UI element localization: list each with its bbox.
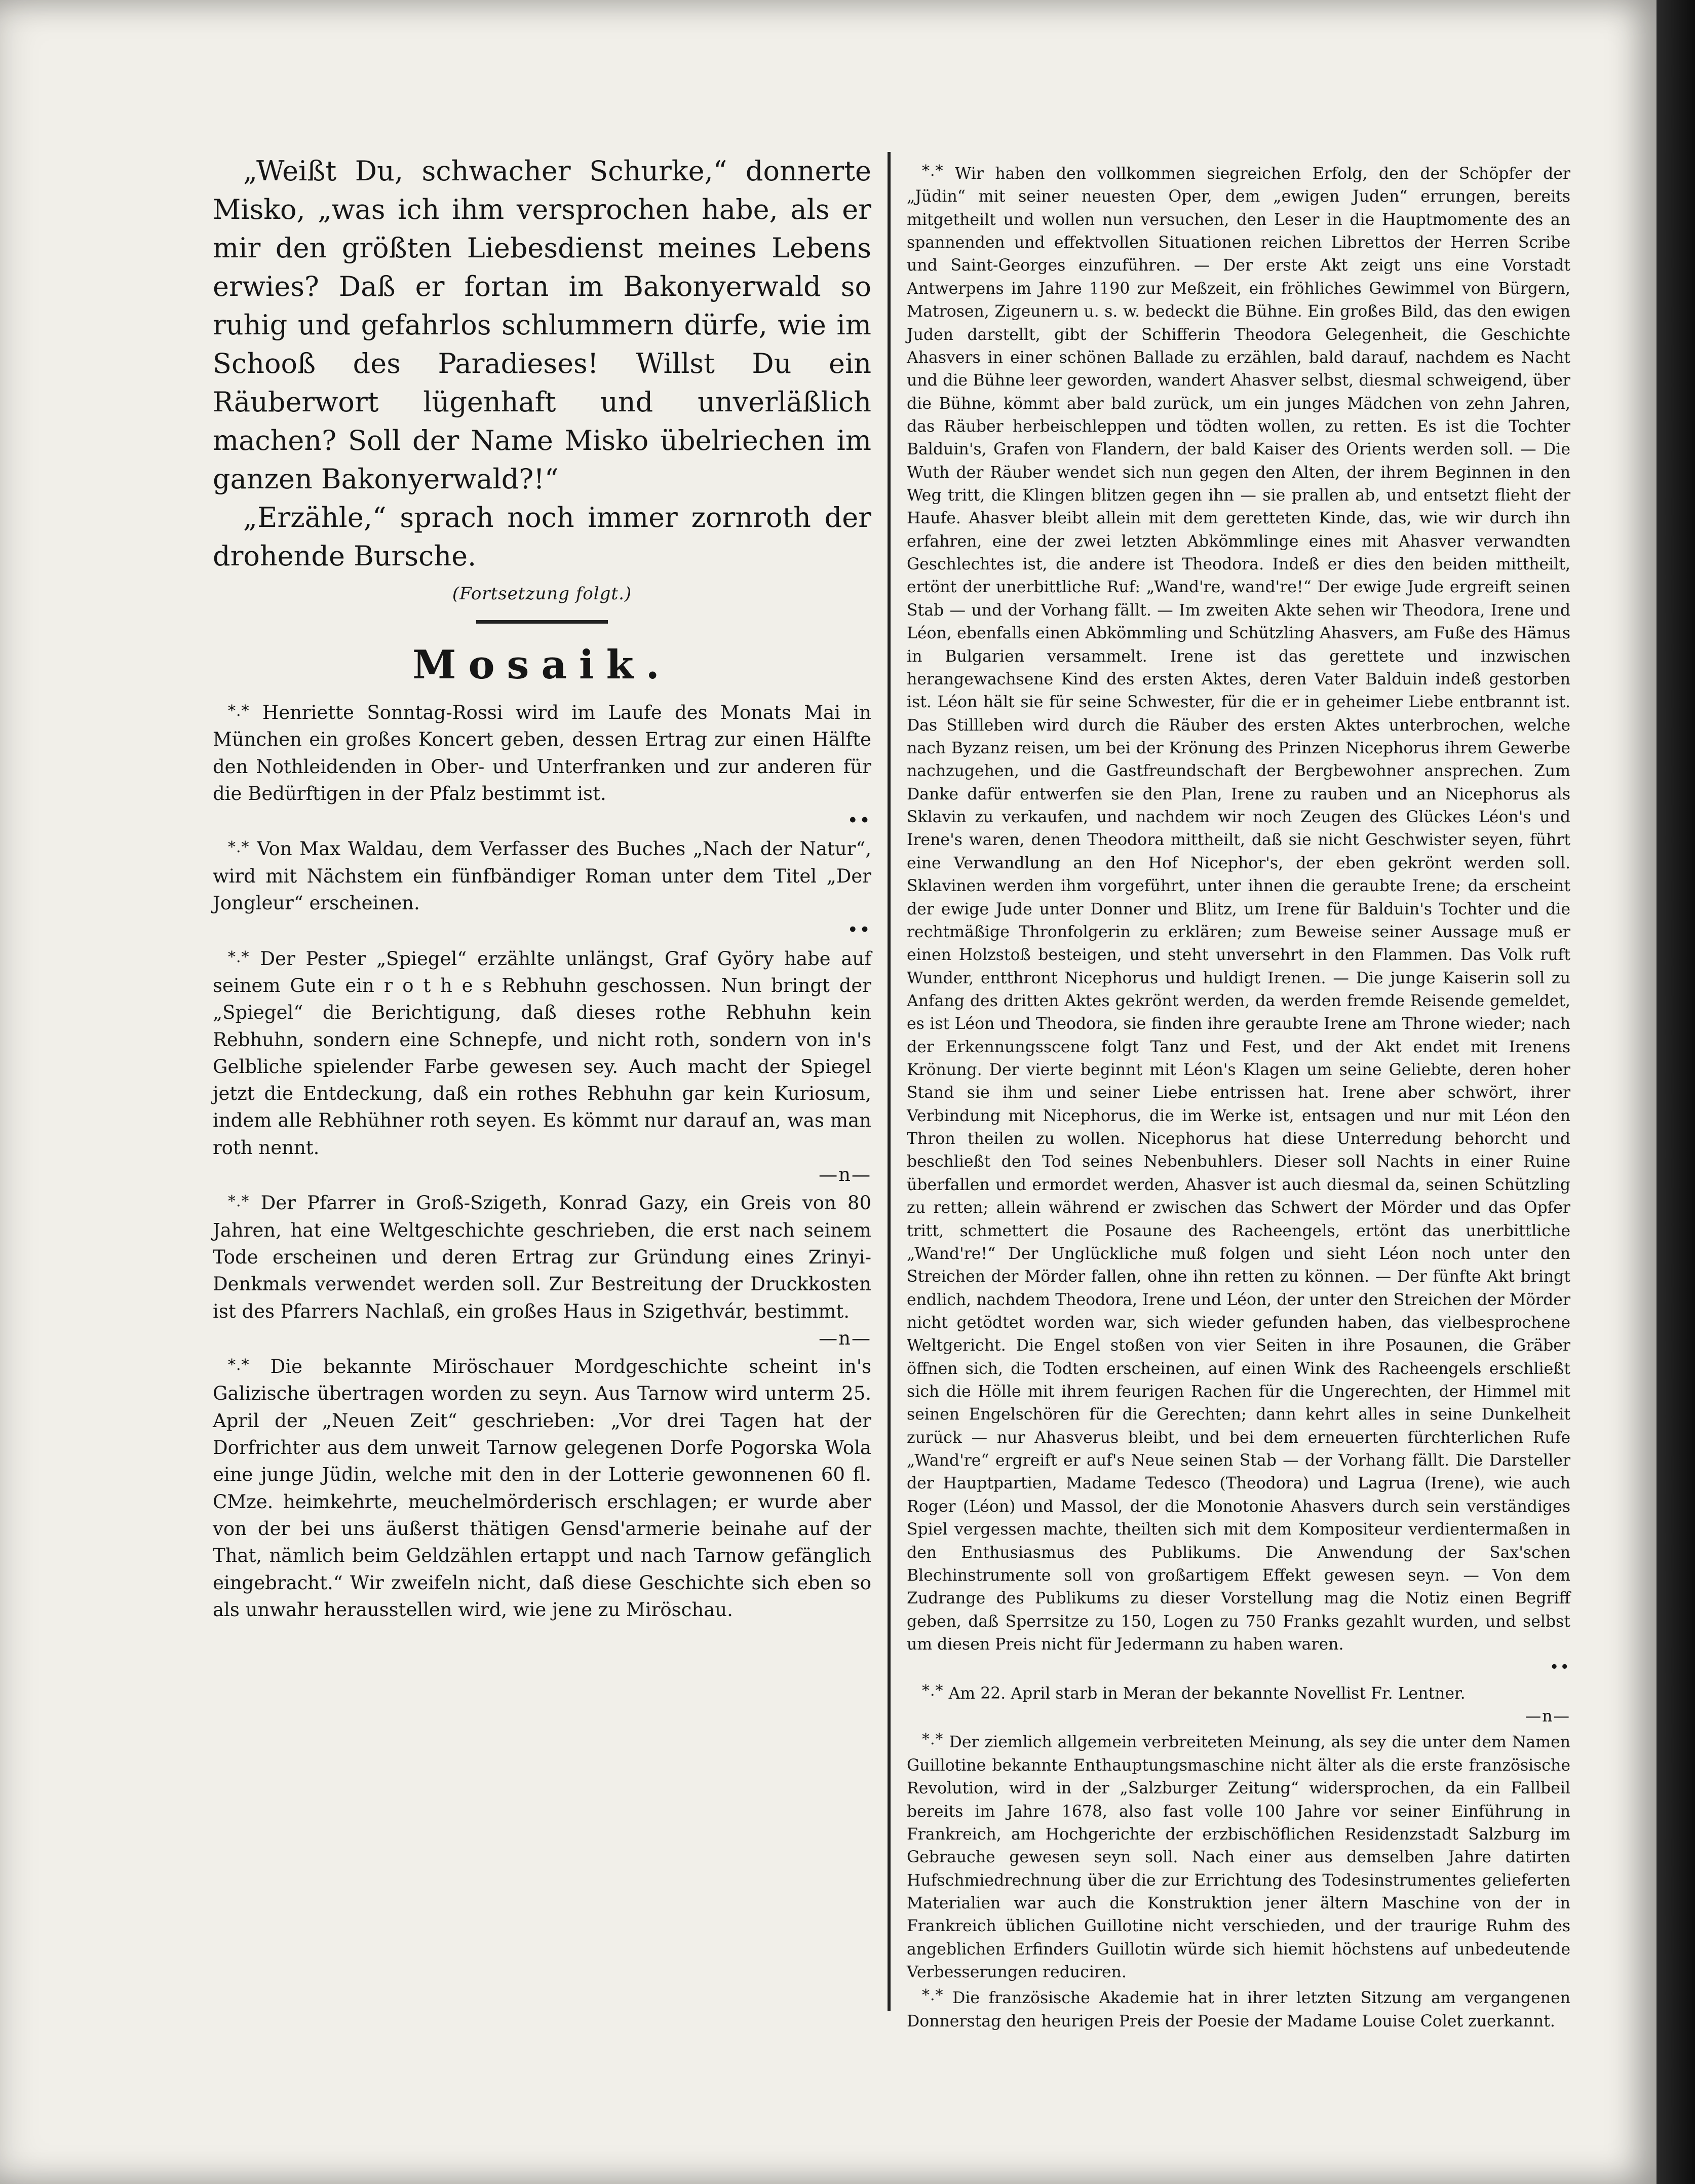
mosaic-items-right bbox=[907, 160, 1570, 2033]
mosaic-item-text: Am 22. April starb in Meran der bekannte Novellist Fr. Lentner. bbox=[948, 1684, 1466, 1703]
section-rule bbox=[476, 620, 608, 624]
asterism-mark: *.* bbox=[922, 1986, 944, 2005]
mosaic-item bbox=[213, 834, 871, 916]
mosaic-item bbox=[907, 1679, 1570, 1705]
mosaic-item bbox=[213, 944, 871, 1161]
story-paragraph: „Erzähle,“ sprach noch immer zornroth der drohende Bursche. bbox=[213, 502, 871, 572]
mosaic-item-text: Die französische Akademie hat in ihrer letzten Sitzung am vergangenen Donnerstag den heurigen Preis der Poesie der Madame Louise Colet zuerkannt. bbox=[907, 1989, 1571, 2030]
asterism-mark: *.* bbox=[922, 162, 944, 180]
mosaic-item bbox=[213, 1352, 871, 1623]
mosaic-item-signature: •• bbox=[1549, 1658, 1570, 1677]
asterism-mark: *.* bbox=[228, 702, 250, 720]
mosaic-items-left bbox=[213, 698, 871, 1623]
mosaic-item-signature: •• bbox=[847, 810, 871, 832]
mosaic-item-signature: —n— bbox=[1525, 1707, 1570, 1726]
section-title: Mosaik. bbox=[412, 642, 672, 688]
column-divider bbox=[888, 152, 891, 2011]
mosaic-item-signature: •• bbox=[847, 919, 871, 941]
mosaic-item-text: Henriette Sonntag-Rossi wird im Laufe des Monats Mai in München ein großes Koncert geben, dessen Ertrag zur einen Hälfte den Nothleidenden in Ober- und Unterfranken und zur anderen für die Bedürftigen in der Pfalz bestimmt ist. bbox=[213, 702, 872, 804]
scan-edge bbox=[1657, 0, 1695, 2184]
mosaic-item-signature: —n— bbox=[819, 1327, 871, 1349]
asterism-mark: *.* bbox=[922, 1681, 944, 1700]
left-column bbox=[213, 152, 871, 1623]
asterism-mark: *.* bbox=[228, 1193, 250, 1211]
continued-note: (Fortsetzung folgt.) bbox=[452, 584, 632, 604]
mosaic-item-text: Der ziemlich allgemein verbreiteten Meinung, als sey die unter dem Namen Guillotine bekannte Enthauptungsmaschine nicht älter als die erste französische Revolution, wird in der „Salzburger Zeitung“ widersprochen, da ein Fallbeil bereits im Jahre 1678, also fast volle 100 Jahre vor seiner Einführung in Frankreich, am Hochgerichte der erzbischöflichen Residenzstadt Salzburg im Gebrauche gewesen seyn soll. Nach einer aus demselben Jahre datirten Hufschmiedrechnung über die zur Errichtung des Todesinstrumentes gelieferten Materialien war auch die Konstruktion jener ältern Maschine von der in Frankreich üblichen Guillotine nicht verschieden, und der traurige Ruhm des angeblichen Erfinders Guillotin würde sich hiemit höchstens auf unbedeutende Verbesserungen reduciren. bbox=[907, 1733, 1570, 1982]
mosaic-item-text: Der Pester „Spiegel“ erzählte unlängst, Graf Györy habe auf seinem Gute ein r o t h e s Rebhuhn geschossen. Nun bringt der „Spiegel“ die Berichtigung, daß dieses rothe Rebhuhn kein Rebhuhn, sondern eine Schnepfe, und nicht roth, sondern von in's Gelbliche spielender Farbe gewesen sey. Auch macht der Spiegel jetzt die Entdeckung, daß ein rothes Rebhuhn gar kein Kuriosum, indem alle Rebhühner roth seyen. Es kömmt nur darauf an, was man roth nennt. bbox=[213, 947, 872, 1159]
asterism-mark: *.* bbox=[228, 948, 250, 966]
asterism-mark: *.* bbox=[922, 1731, 944, 1749]
right-column bbox=[907, 160, 1570, 2033]
mosaic-item bbox=[907, 1984, 1570, 2033]
mosaic-item-text: Wir haben den vollkommen siegreichen Erfolg, den der Schöpfer der „Jüdin“ mit seiner neuesten Oper, dem „ewigen Juden“ errungen, bereits mitgetheilt und wollen nun versuchen, den Leser in die Hauptmomente des an spannenden und effektvollen Situationen reichen Librettos der Herren Scribe und Saint-Georges einzuführen. — Der erste Akt zeigt uns eine Vorstadt Antwerpens im Jahre 1190 zur Meßzeit, ein fröhliches Gewimmel von Bürgern, Matrosen, Zigeunern u. s. w. bedeckt die Bühne. Ein großes Bild, das den ewigen Juden darstellt, gibt der Schifferin Theodora Gelegenheit, die Geschichte Ahasvers in einer schönen Ballade zu erzählen, bald darauf, nachdem es Nacht und die Bühne leer geworden, wandert Ahasver selbst, diesmal schweigend, über die Bühne, kömmt aber bald zurück, um ein junges Mädchen von zehn Jahren, das Räuber herbeischleppen und tödten wollen, zu retten. Es ist die Tochter Balduin's, Grafen von Flandern, der bald Kaiser des Orients werden soll. — Die Wuth der Räuber wendet sich nun gegen den Alten, der ihrem Beginnen in den Weg tritt, die Klingen blitzen gegen ihn — sie prallen ab, und entsetzt flieht der Haufe. Ahasver bleibt allein mit dem geretteten Kinde, das, wie wir durch ihn erfahren, eine der zwei letzten Abkömmlinge eines mit Ahasver verwandten Geschlechtes ist, die andere ist Theodora. Indeß er dies den beiden mittheilt, ertönt der unerbittliche Ruf: „Wand're, wand're!“ Der ewige Jude ergreift seinen Stab — und der Vorhang fällt. — Im zweiten Akte sehen wir Theodora, Irene und Léon, ebenfalls einen Abkömmling und Schützling Ahasvers, am Fuße des Hämus in Bulgarien versammelt. Irene ist das gerettete und inzwischen herangewachsene Kind des ersten Aktes, deren Vater Balduin indeß gestorben ist. Léon hält sie für seine Schwester, für die er in geheimer Liebe entbrannt ist. Das Stillleben wird durch die Räuber des ersten Aktes unterbrochen, welche nach Byzanz reisen, um bei der Krönung des Prinzen Nicephorus ihrem Gewerbe nachzugehen, und die Gastfreundschaft der Bergbewohner ansprechen. Zum Danke dafür entwerfen sie den Plan, Irene zu rauben und an Nicephorus als Sklavin zu verkaufen, und nachdem wir noch Zeugen des Glückes Léon's und Irene's waren, denen Theodora mittheilt, daß sie nicht Geschwister seyen, führt eine Verwandlung an den Hof Nicephor's, der eben gekrönt werden soll. Sklavinen werden ihm vorgeführt, unter ihnen die geraubte Irene; da erscheint der ewige Jude unter Donner und Blitz, um Irene für Balduin's Tochter und die rechtmäßige Thronfolgerin zu erklären; zum Beweise seiner Aussage muß er einen Holzstoß besteigen, und steht unversehrt in den Flammen. Das Volk ruft Wunder, entthront Nicephorus und huldigt Irenen. — Die junge Kaiserin soll zu Anfang des dritten Aktes gekrönt werden, da werden fremde Reisende gemeldet, es ist Léon und Theodora, sie finden ihre geraubte Irene am Throne wieder; nach der Erkennungsscene folgt Tanz und Fest, und der Akt endet mit Irenens Krönung. Der vierte beginnt mit Léon's Klagen um seine Geliebte, deren hoher Stand sie ihm und seiner Liebe entrissen hat. Irene aber schwört, ihrer Verbindung mit Nicephorus, die im Werke ist, entsagen und nur mit Léon den Thron theilen zu wollen. Nicephorus hat diese Unterredung behorcht und beschließt den Tod seines Nebenbuhlers. Dieser soll Nachts in einer Ruine überfallen und ermordet werden, Ahasver ist auch diesmal da, seinen Schützling zu retten; allein während er zwischen das Schwert der Mörder und das Opfer tritt, schmettert die Posaune des Racheengels, ertönt das unerbittliche „Wand're!“ Der Unglückliche muß folgen und sieht Léon noch unter den Streichen der Mörder fallen, ohne ihn retten zu können. — Der fünfte Akt bringt endlich, nachdem Theodora, Irene und Léon, der unter den Streichen der Mörder nicht getödtet worden war, sich wieder gefunden haben, das vielbesprochene Weltgericht. Die Engel stoßen von vier Seiten in ihre Posaunen, die Gräber öffnen sich, die Todten erscheinen, auf einen Wink des Racheengels erschließt sich die Hölle mit ihrem feurigen Rachen für die Ungerechten, der Himmel mit seinen Engelschören für die Gerechten; dann kehrt alles in seine Dunkelheit zurück — nur Ahasverus bleibt, und bei dem erneuerten fürchterlichen Rufe „Wand're“ ergreift er auf's Neue seinen Stab — der Vorhang fällt. Die Darsteller der Hauptpartien, Madame Tedesco (Theodora) und Lagrua (Irene), wie auch Roger (Léon) und Massol, der die Monotonie Ahasvers durch sein verständiges Spiel vergessen machte, theilten sich mit dem Kompositeur verdientermaßen in den Enthusiasmus des Publikums. Die Anwendung der Sax'schen Blechinstrumente soll von großartigem Effekt gewesen seyn. — Von dem Zudrange des Publikums zu dieser Vorstellung mag die Notiz einen Begriff geben, daß Sperrsitze zu 150, Logen zu 750 Franks gezahlt wurden, und selbst um diesen Preis nicht für Jedermann zu haben waren. bbox=[907, 165, 1570, 1654]
mosaic-item bbox=[213, 1188, 871, 1324]
mosaic-item bbox=[907, 1728, 1570, 1984]
mosaic-item bbox=[907, 160, 1570, 1656]
mosaic-item-text: Der Pfarrer in Groß-Szigeth, Konrad Gazy, ein Greis von 80 Jahren, hat eine Weltgeschichte geschrieben, die erst nach seinem Tode erscheinen und deren Ertrag zur Gründung eines Zrinyi-Denkmals verwendet werden soll. Zur Bestreitung der Druckkosten ist des Pfarrers Nachlaß, ein großes Haus in Szigethvár, bestimmt. bbox=[213, 1192, 871, 1322]
mosaic-item-text: Von Max Waldau, dem Verfasser des Buches „Nach der Natur“, wird mit Nächstem ein fünfbändiger Roman unter dem Titel „Der Jongleur“ erscheinen. bbox=[213, 838, 871, 914]
mosaic-item-signature: —n— bbox=[819, 1164, 871, 1186]
mosaic-item-text: Die bekannte Miröschauer Mordgeschichte scheint in's Galizische übertragen worden zu seyn. Aus Tarnow wird unterm 25. April der „Neuen Zeit“ geschrieben: „Vor drei Tagen hat der Dorfrichter aus dem unweit Tarnow gelegenen Dorfe Pogorska Wola eine junge Jüdin, welche mit den in der Lotterie gewonnenen 60 fl. CMze. heimkehrte, meuchelmörderisch erschlagen; er wurde aber von der bei uns äußerst thätigen Gensd'armerie beinahe auf der That, nämlich beim Geldzählen ertappt und nach Tarnow gefänglich eingebracht.“ Wir zweifeln nicht, daß diese Geschichte sich eben so als unwahr herausstellen wird, wie jene zu Miröschau. bbox=[213, 1356, 871, 1621]
mosaic-item bbox=[213, 698, 871, 807]
asterism-mark: *.* bbox=[228, 1356, 250, 1374]
story-paragraph: „Weißt Du, schwacher Schurke,“ donnerte Misko, „was ich ihm versprochen habe, als er mir den größten Liebesdienst meines Lebens erwies? Daß er fortan im Bakonyerwald so ruhig und gefahrlos schlummern dürfe, wie im Schooß des Paradieses! Willst Du ein Räuberwort lügenhaft und unverläßlich machen? Soll der Name Misko übelriechen im ganzen Bakonyerwald?!“ bbox=[213, 155, 871, 495]
story-continuation bbox=[213, 152, 871, 576]
asterism-mark: *.* bbox=[228, 838, 250, 857]
